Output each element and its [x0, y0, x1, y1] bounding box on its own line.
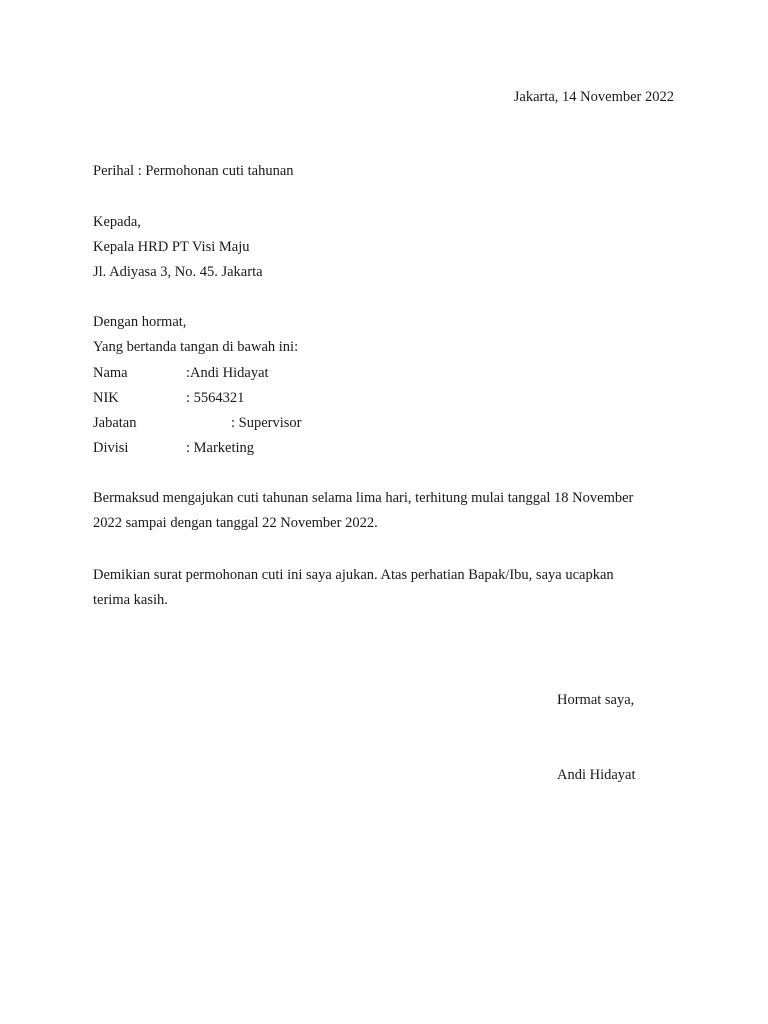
paragraph-line: Demikian surat permohonan cuti ini saya ajukan. Atas perhatian Bapak/Ibu, saya ucapkan [93, 567, 614, 583]
identity-value: : 5564321 [186, 390, 245, 406]
identity-value: :Andi Hidayat [186, 365, 269, 381]
recipient-name: Kepala HRD PT Visi Maju [93, 239, 250, 255]
place-date: Jakarta, 14 November 2022 [513, 89, 674, 105]
recipient-address: Jl. Adiyasa 3, No. 45. Jakarta [93, 264, 263, 280]
greeting: Dengan hormat, [93, 314, 187, 330]
identity-label: Divisi [93, 440, 129, 456]
subject-line: Perihal : Permohonan cuti tahunan [93, 163, 294, 179]
paragraph-line: Bermaksud mengajukan cuti tahunan selama lima hari, terhitung mulai tanggal 18 November [93, 490, 634, 506]
closing-salutation: Hormat saya, [557, 692, 635, 708]
paragraph-line: 2022 sampai dengan tanggal 22 November 2022. [93, 515, 378, 531]
recipient-salutation: Kepada, [93, 214, 141, 230]
identity-label: Jabatan [93, 415, 137, 431]
identity-value: : Supervisor [231, 415, 302, 431]
identity-value: : Marketing [186, 440, 255, 456]
paragraph-line: terima kasih. [93, 592, 168, 608]
intro-line: Yang bertanda tangan di bawah ini: [93, 339, 299, 355]
identity-label: NIK [93, 390, 119, 406]
identity-label: Nama [93, 365, 128, 381]
signer-name: Andi Hidayat [557, 767, 636, 783]
